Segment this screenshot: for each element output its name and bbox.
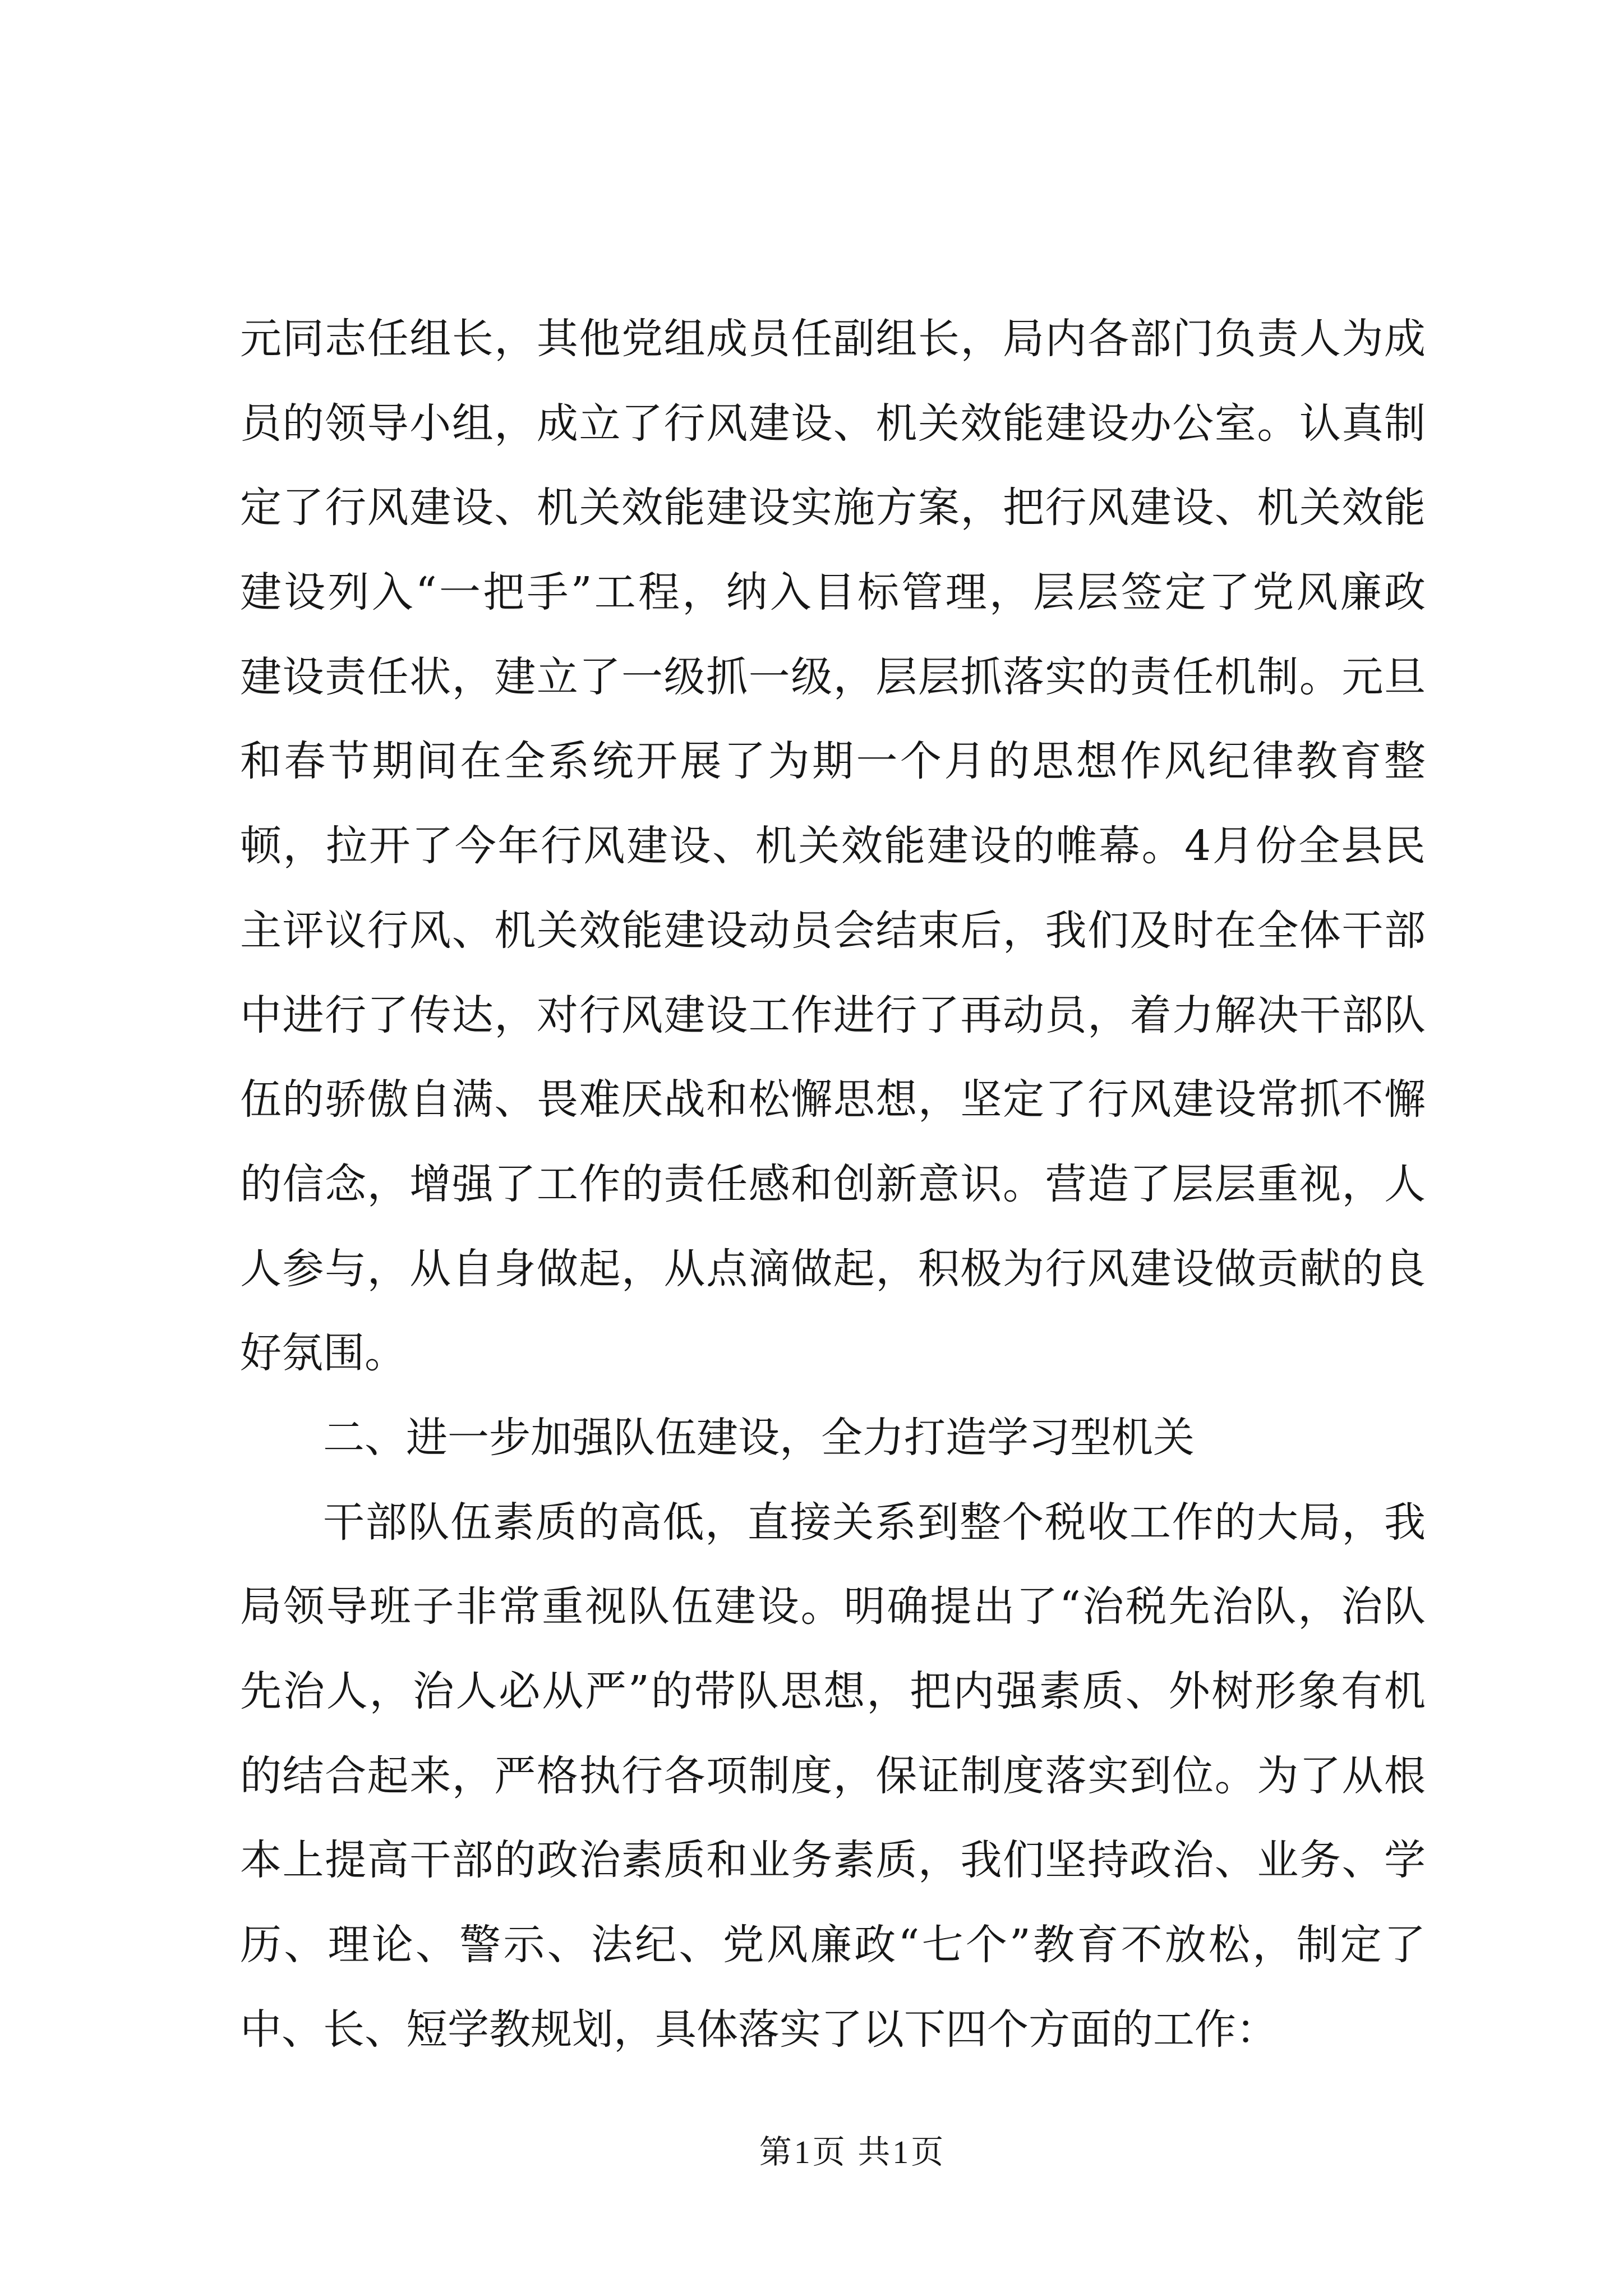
paragraph-line: 本上提高干部的政治素质和业务素质，我们坚持政治、业务、学 (240, 1836, 1426, 1885)
paragraph-line: 中进行了传达，对行风建设工作进行了再动员，着力解决干部队 (240, 991, 1426, 1039)
paragraph-line: 建设责任状，建立了一级抓一级，层层抓落实的责任机制。元旦 (240, 652, 1426, 701)
paragraph-2 (240, 1480, 1426, 2072)
paragraph-line: 先治人，治人必从严”的带队思想，把内强素质、外树形象有机 (240, 1667, 1426, 1715)
paragraph-line: 顿，拉开了今年行风建设、机关效能建设的帷幕。4月份全县民 (240, 822, 1426, 871)
paragraph-line: 的结合起来，严格执行各项制度，保证制度落实到位。为了从根 (240, 1751, 1426, 1800)
paragraph-line: 主评议行风、机关效能建设动员会结束后，我们及时在全体干部 (240, 906, 1426, 955)
section-heading: 二、进一步加强队伍建设，全力打造学习型机关 (323, 1413, 1195, 1462)
paragraph-line: 员的领导小组，成立了行风建设、机关效能建设办公室。认真制 (240, 399, 1426, 448)
paragraph-line: 干部队伍素质的高低，直接关系到整个税收工作的大局，我 (323, 1498, 1426, 1547)
paragraph-line: 和春节期间在全系统开展了为期一个月的思想作风纪律教育整 (240, 737, 1426, 786)
paragraph-1 (240, 297, 1426, 1396)
paragraph-line: 的信念，增强了工作的责任感和创新意识。营造了层层重视，人 (240, 1159, 1426, 1208)
paragraph-line: 局领导班子非常重视队伍建设。明确提出了“治税先治队，治队 (240, 1582, 1426, 1631)
paragraph-line: 建设列入“一把手”工程，纳入目标管理，层层签定了党风廉政 (240, 568, 1426, 617)
document-body (240, 297, 1426, 2072)
paragraph-line: 定了行风建设、机关效能建设实施方案，把行风建设、机关效能 (240, 484, 1426, 532)
paragraph-line: 人参与，从自身做起，从点滴做起，积极为行风建设做贡献的良 (240, 1244, 1426, 1293)
paragraph-line: 历、理论、警示、法纪、党风廉政“七个”教育不放松，制定了 (240, 1921, 1426, 1970)
paragraph-line: 好氛围。 (240, 1329, 406, 1378)
paragraph-line: 伍的骄傲自满、畏难厌战和松懈思想，坚定了行风建设常抓不懈 (240, 1075, 1426, 1124)
page-number-footer: 第1页 共1页 (759, 2134, 946, 2170)
paragraph-line: 中、长、短学教规划，具体落实了以下四个方面的工作： (240, 2005, 1278, 2054)
paragraph-line: 元同志任组长，其他党组成员任副组长，局内各部门负责人为成 (240, 315, 1426, 363)
